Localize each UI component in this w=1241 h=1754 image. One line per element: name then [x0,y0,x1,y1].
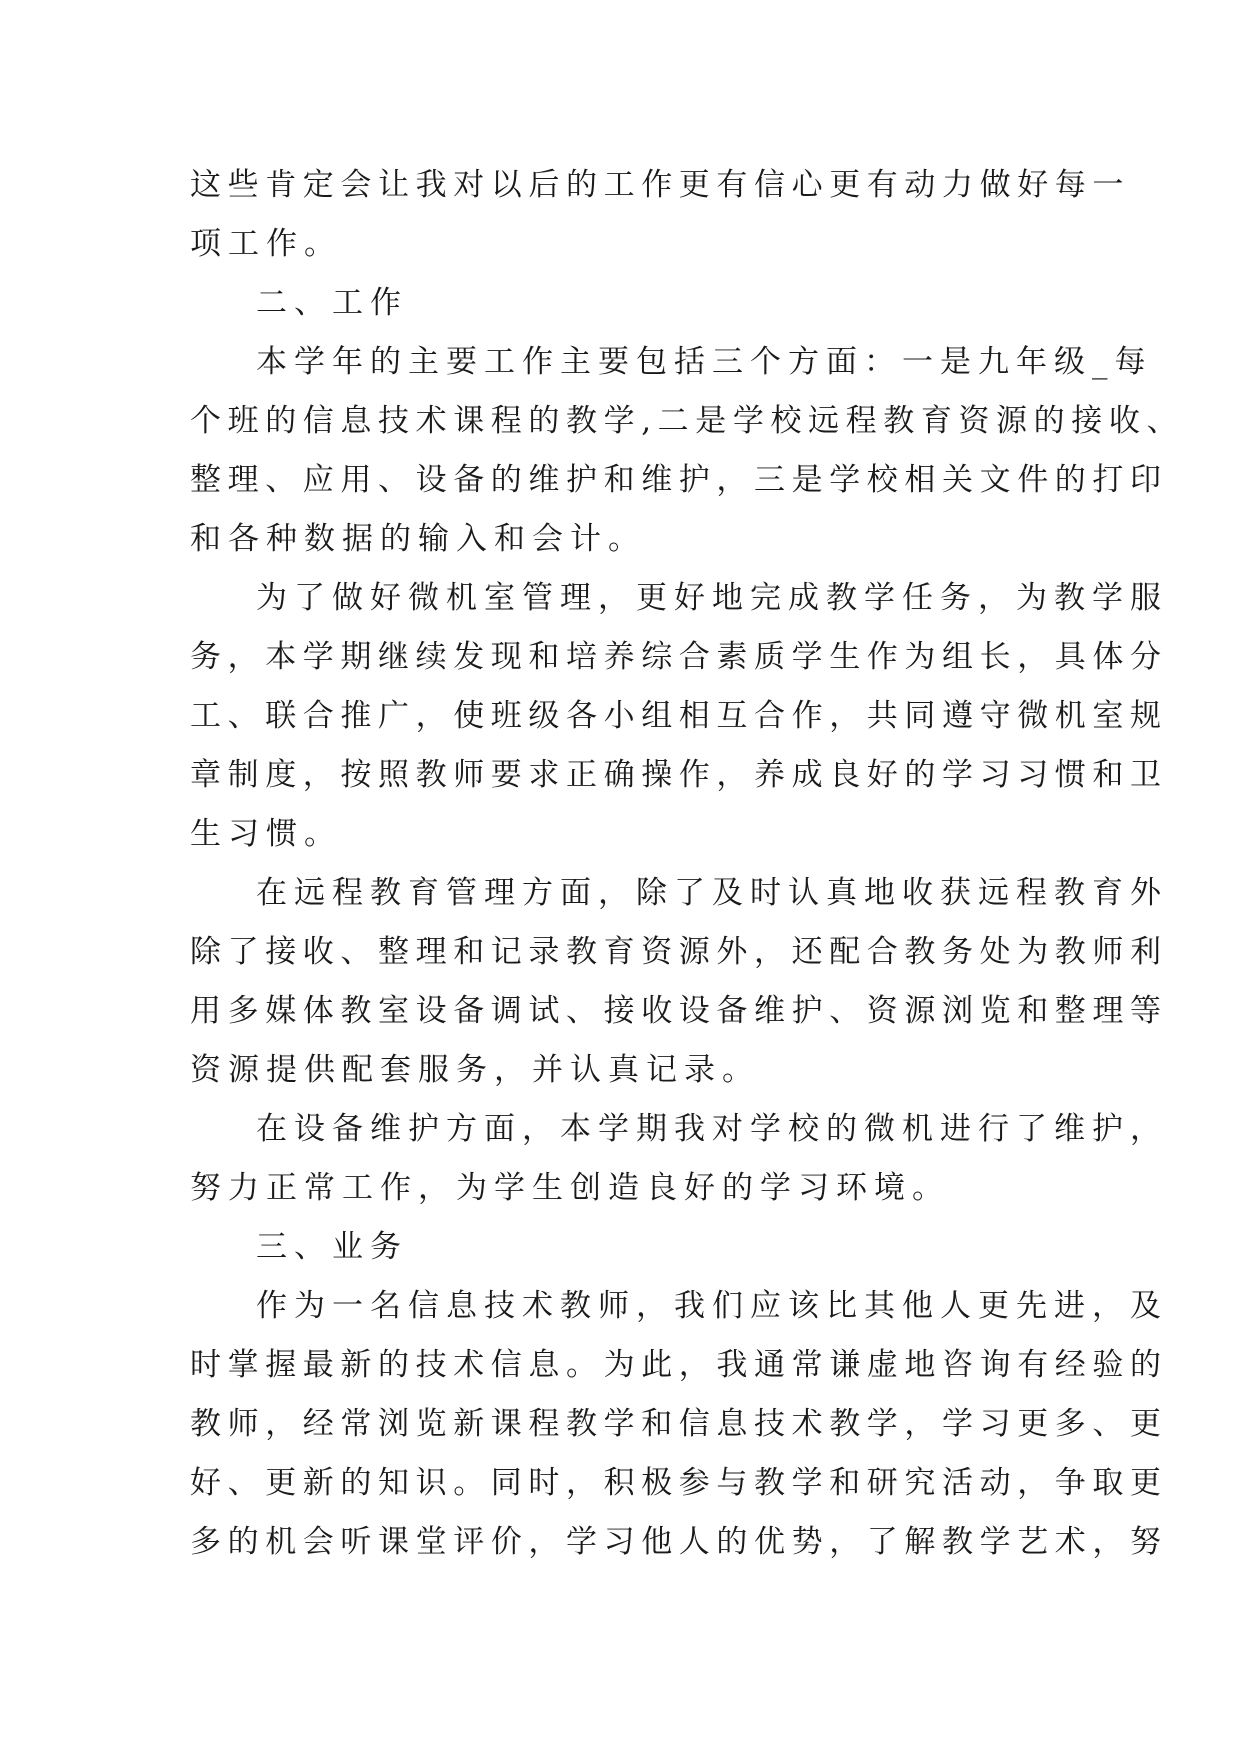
text-line: 章制度，按照教师要求正确操作，养成良好的学习习惯和卫 [190,757,1168,793]
text-line: 在设备维护方面，本学期我对学校的微机进行了维护， [256,1111,1168,1147]
section-heading: 三、业务 [256,1229,408,1265]
text-line: 资源提供配套服务，并认真记录。 [190,1052,760,1088]
text-line: 除了接收、整理和记录教育资源外，还配合教务处为教师利 [190,934,1168,970]
text-line: 用多媒体教室设备调试、接收设备维护、资源浏览和整理等 [190,993,1168,1029]
text-line: 生习惯。 [190,816,342,852]
text-line: 好、更新的知识。同时，积极参与教学和研究活动，争取更 [190,1465,1168,1501]
text-line: 个班的信息技术课程的教学,二是学校远程教育资源的接收、 [190,403,1185,439]
text-line: 努力正常工作，为学生创造良好的学习环境。 [190,1170,950,1206]
text-line: 项工作。 [190,226,342,262]
text-line: 作为一名信息技术教师，我们应该比其他人更先进，及 [256,1288,1168,1324]
text-line: 时掌握最新的技术信息。为此，我通常谦虚地咨询有经验的 [190,1347,1168,1383]
text-line: 在远程教育管理方面，除了及时认真地收获远程教育外 [256,875,1168,911]
text-line: 本学年的主要工作主要包括三个方面：一是九年级_每 [256,344,1153,380]
text-line: 务，本学期继续发现和培养综合素质学生作为组长，具体分 [190,639,1168,675]
text-line: 整理、应用、设备的维护和维护，三是学校相关文件的打印 [190,462,1168,498]
text-line: 工、联合推广，使班级各小组相互合作，共同遵守微机室规 [190,698,1168,734]
text-line: 为了做好微机室管理，更好地完成教学任务，为教学服 [256,580,1168,616]
text-line: 和各种数据的输入和会计。 [190,521,646,557]
document-body [190,156,1185,1572]
text-line: 这些肯定会让我对以后的工作更有信心更有动力做好每一 [190,167,1130,203]
text-line: 多的机会听课堂评价，学习他人的优势，了解教学艺术，努 [190,1524,1168,1560]
text-line: 教师，经常浏览新课程教学和信息技术教学，学习更多、更 [190,1406,1168,1442]
section-heading: 二、工作 [256,285,408,321]
